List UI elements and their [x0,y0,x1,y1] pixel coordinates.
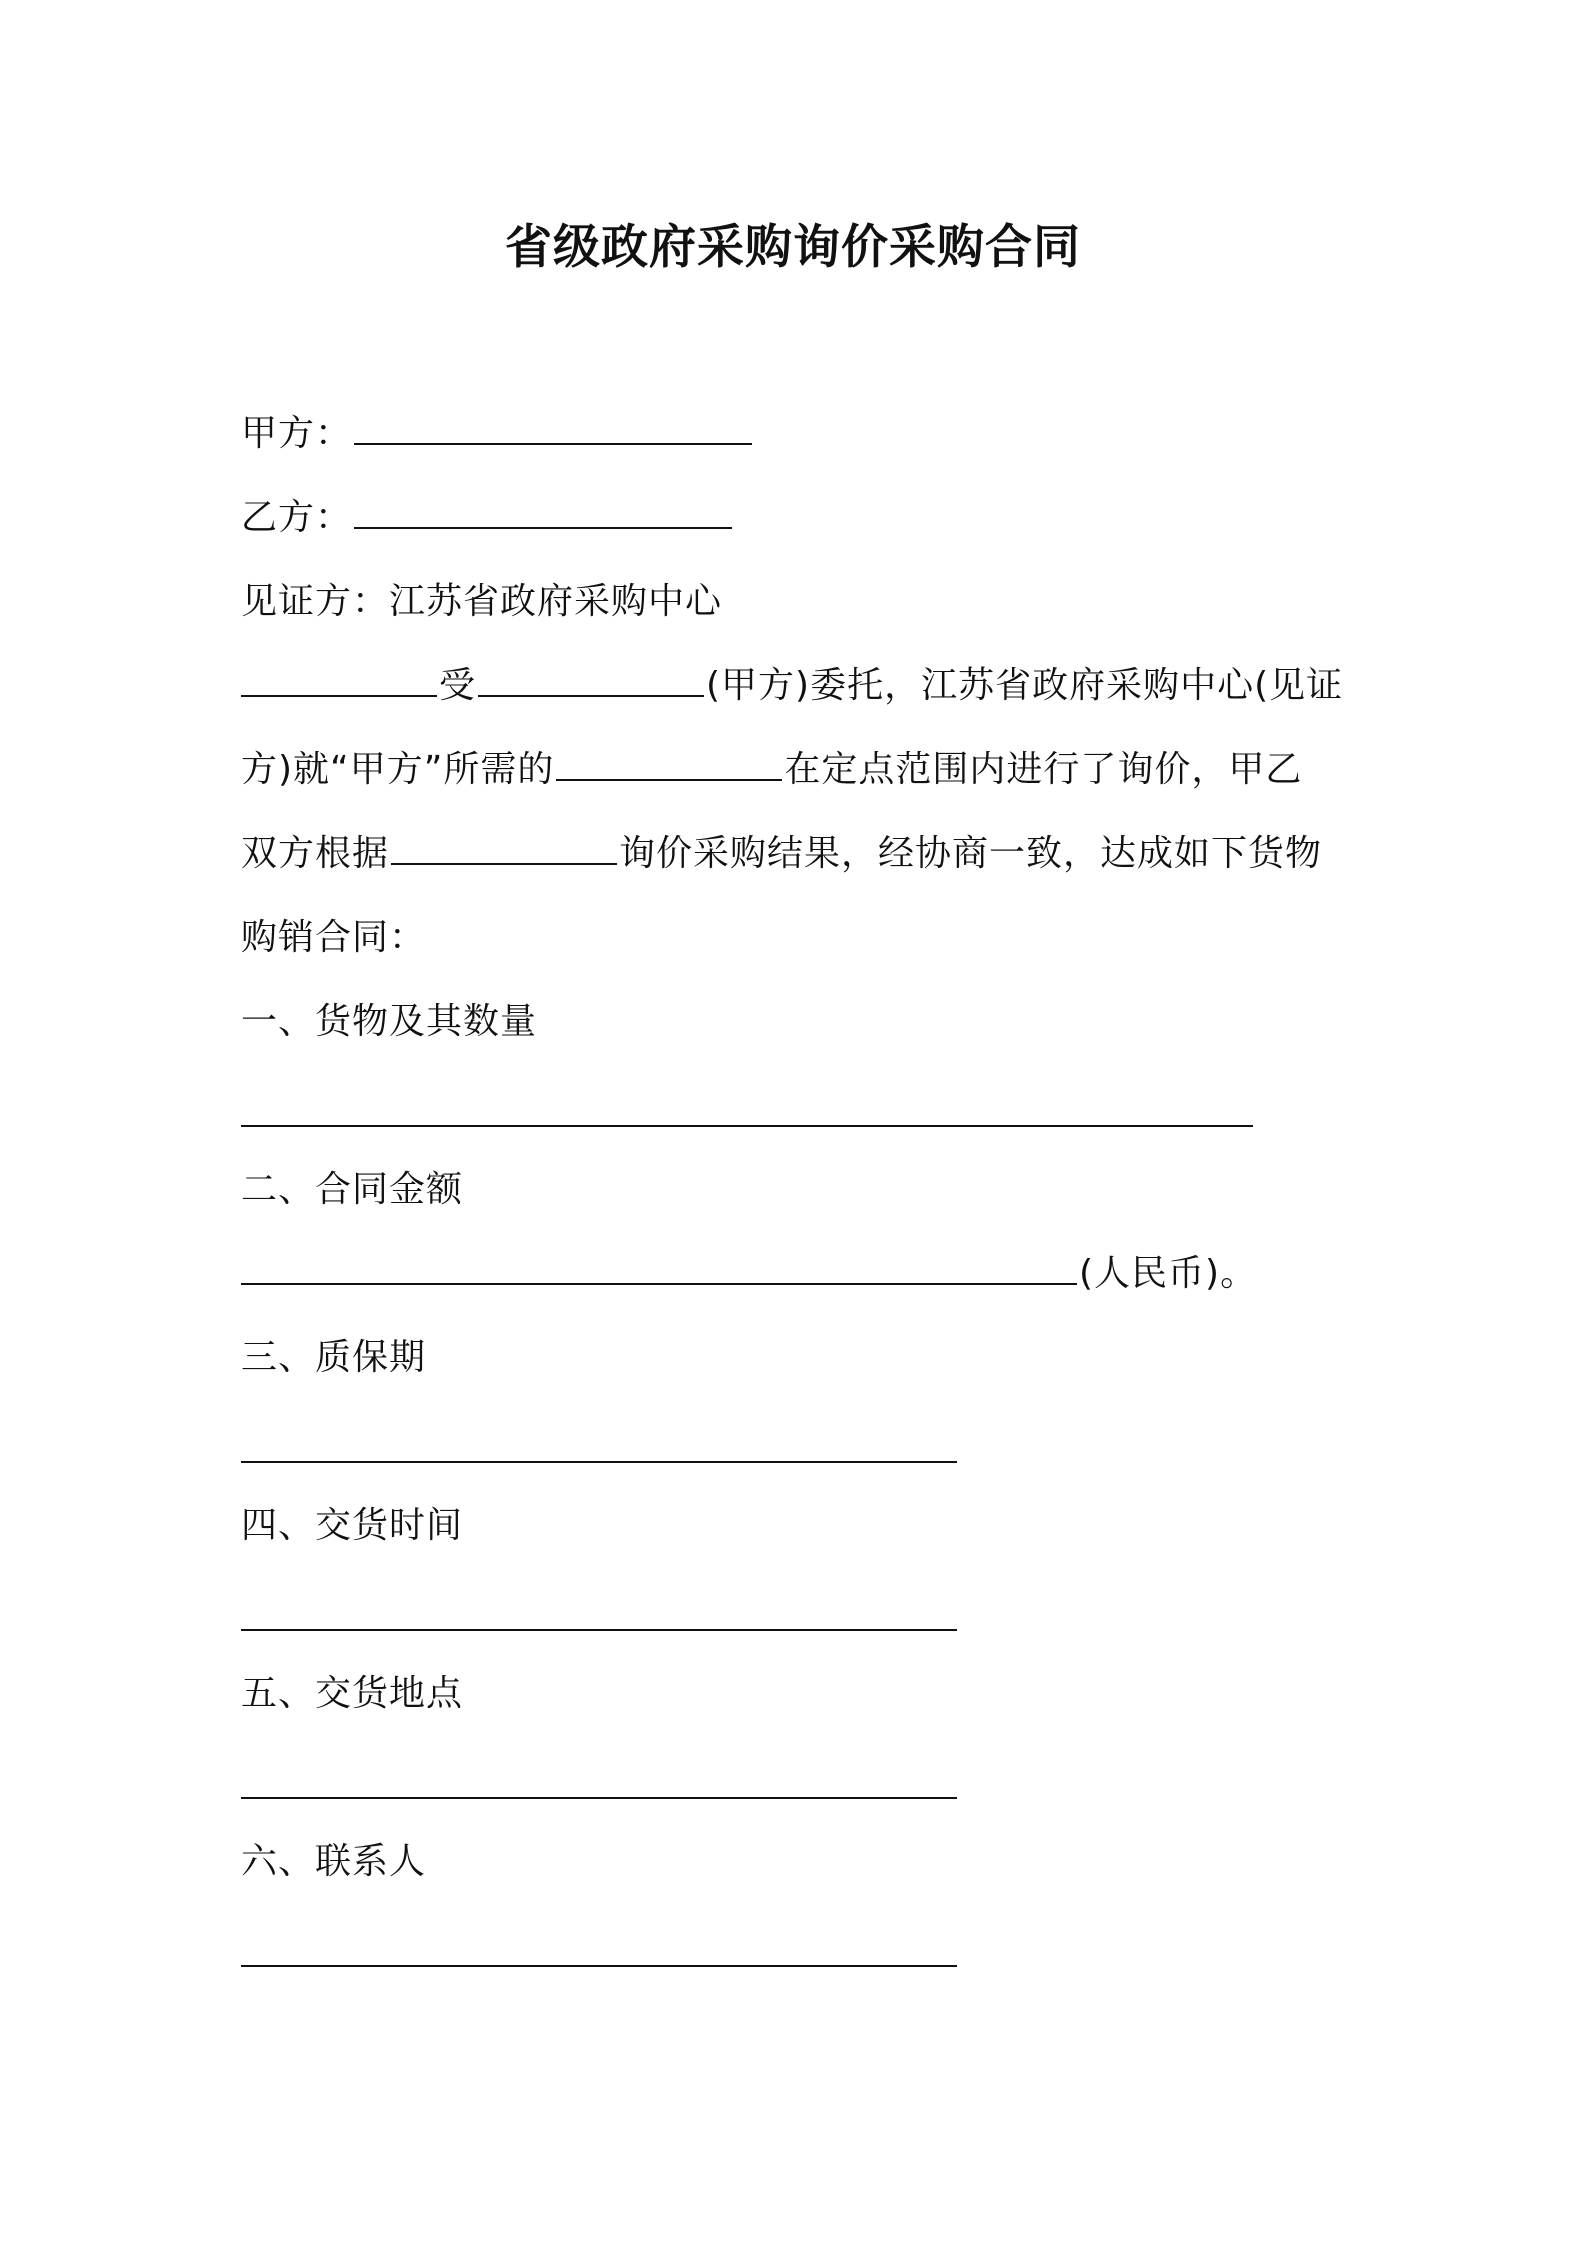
entrusted-party-field[interactable] [241,667,437,697]
section-heading-delivery-place: 五、交货地点 [241,1673,464,1714]
intro-text-3: 方)就“甲方”所需的 [241,749,555,790]
section-heading-goods: 一、货物及其数量 [241,1001,538,1042]
currency-suffix: (人民币)。 [1079,1253,1258,1294]
contract-amount-field[interactable] [241,1255,1077,1285]
section-heading-delivery-time: 四、交货时间 [241,1505,464,1546]
section-heading-contact: 六、联系人 [241,1841,427,1882]
inquiry-field[interactable] [391,835,617,865]
delivery-time-field[interactable] [241,1629,957,1631]
party-b-line [241,490,734,546]
intro-text-5: 双方根据 [241,833,390,874]
contact-field[interactable] [241,1965,957,1967]
document-title: 省级政府采购询价采购合同 [505,220,1081,275]
section-heading-amount: 二、合同金额 [241,1169,464,1210]
section-heading-warranty: 三、质保期 [241,1337,427,1378]
goods-quantity-field[interactable] [241,1125,1253,1127]
warranty-field[interactable] [241,1461,957,1463]
party-b-field[interactable] [354,499,732,529]
intro-text-1: 受 [439,665,477,706]
intro-line-1 [241,658,1343,714]
party-a-line [241,406,754,462]
party-a-label: 甲方： [241,413,353,454]
party-a-field[interactable] [354,415,752,445]
witness-line: 见证方：江苏省政府采购中心 [241,581,723,622]
principal-field[interactable] [478,667,704,697]
delivery-place-field[interactable] [241,1797,957,1799]
intro-text-2: (甲方)委托，江苏省政府采购中心(见证 [706,665,1344,706]
amount-line [241,1246,1257,1302]
intro-text-6: 询价采购结果，经协商一致，达成如下货物 [619,833,1323,874]
intro-line-4: 购销合同： [241,917,427,958]
intro-line-2 [241,742,1302,798]
party-b-label: 乙方： [241,497,353,538]
goods-field[interactable] [556,751,782,781]
intro-text-4: 在定点范围内进行了询价，甲乙 [784,749,1303,790]
intro-line-3 [241,826,1322,882]
